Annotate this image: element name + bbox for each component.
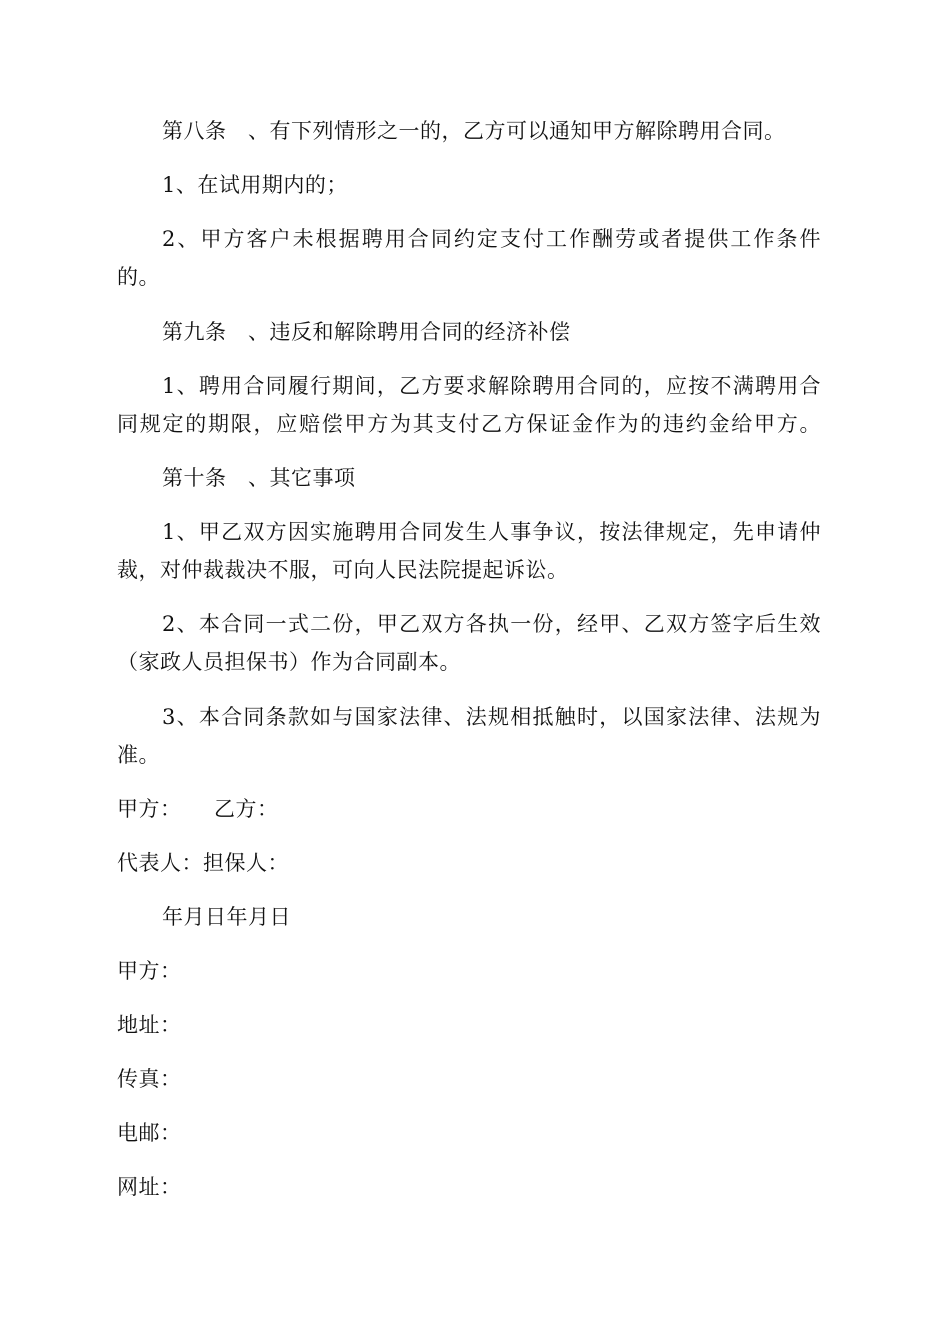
- signature-dates: 年月日年月日: [162, 905, 291, 929]
- contact-fax: 传真：: [117, 1067, 182, 1091]
- article-8-item-1: 1、在试用期内的；: [162, 173, 348, 197]
- article-8-heading: 第八条 、有下列情形之一的，乙方可以通知甲方解除聘用合同。: [162, 119, 786, 143]
- contact-website: 网址：: [117, 1175, 182, 1199]
- article-10-item-3-line-1: 3、本合同条款如与国家法律、法规相抵触时，以国家法律、法规为: [162, 705, 821, 729]
- article-10-heading: 第十条 、其它事项: [162, 466, 356, 490]
- article-10-item-3-line-2: 准。: [117, 743, 160, 767]
- article-10-item-2-line-1: 2、本合同一式二份，甲乙双方各执一份，经甲、乙双方签字后生效: [162, 612, 821, 636]
- article-10-item-2-line-2: （家政人员担保书）作为合同副本。: [117, 650, 461, 674]
- signature-representatives: 代表人：担保人：: [117, 851, 289, 875]
- article-9-heading: 第九条 、违反和解除聘用合同的经济补偿: [162, 320, 571, 344]
- article-10-item-1-line-2: 裁，对仲裁裁决不服，可向人民法院提起诉讼。: [117, 558, 569, 582]
- contact-email: 电邮：: [117, 1121, 182, 1145]
- article-9-item-1-line-1: 1、聘用合同履行期间，乙方要求解除聘用合同的，应按不满聘用合: [162, 374, 821, 398]
- article-8-item-2-line-1: 2、甲方客户未根据聘用合同约定支付工作酬劳或者提供工作条件: [162, 227, 821, 251]
- article-8-item-2-line-2: 的。: [117, 265, 160, 289]
- contact-address: 地址：: [117, 1013, 182, 1037]
- article-9-item-1-line-2: 同规定的期限，应赔偿甲方为其支付乙方保证金作为的违约金给甲方。: [117, 412, 821, 436]
- signature-parties: 甲方： 乙方：: [117, 797, 279, 821]
- article-10-item-1-line-1: 1、甲乙双方因实施聘用合同发生人事争议，按法律规定，先申请仲: [162, 520, 821, 544]
- contact-party-a: 甲方：: [117, 959, 182, 983]
